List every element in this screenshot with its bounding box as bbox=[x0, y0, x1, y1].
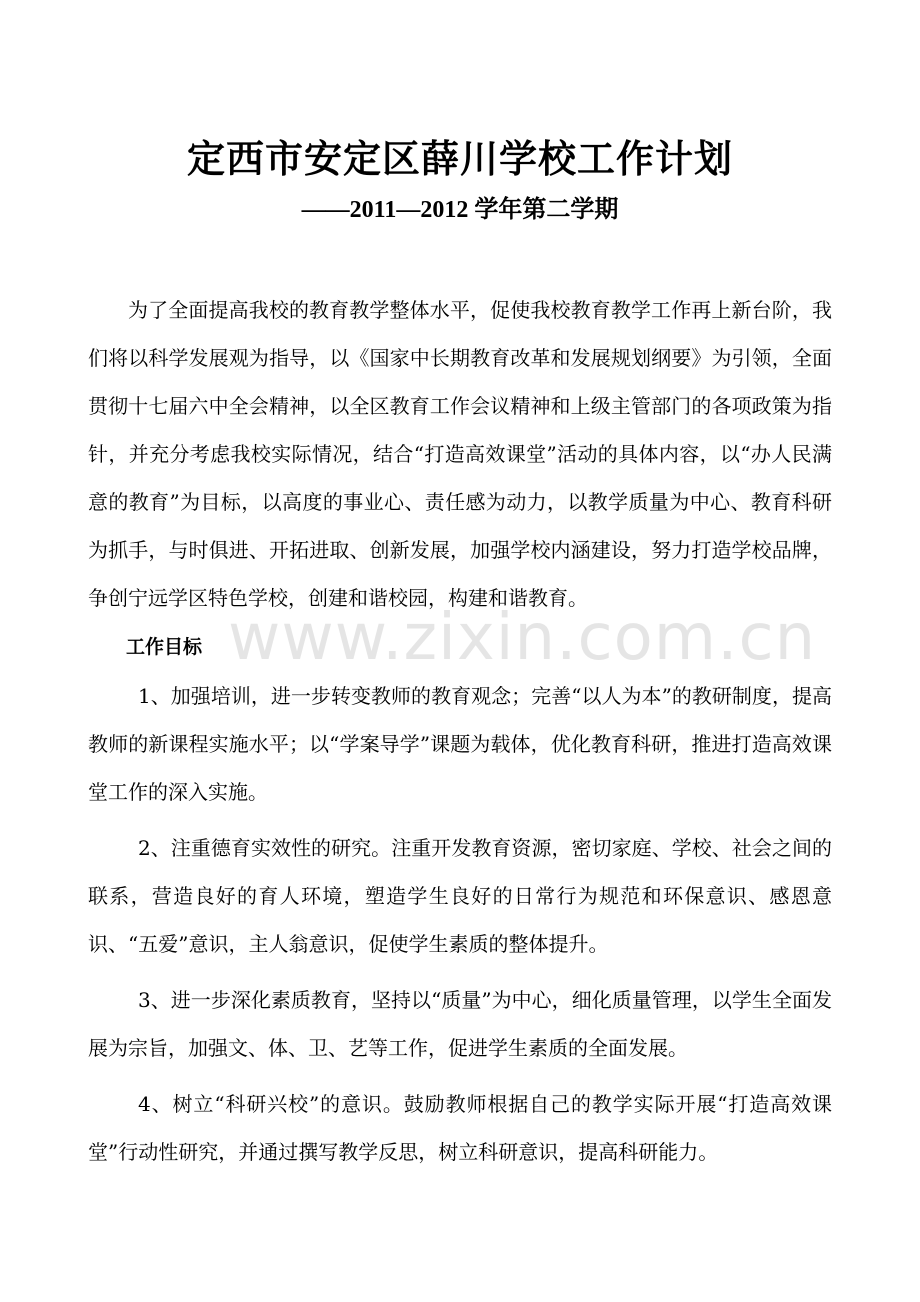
goal-item-3: 3、进一步深化素质教育，坚持以“质量”为中心，细化质量管理，以学生全面发展为宗旨，加强文、体、卫、艺等工作，促进学生素质的全面发展。 bbox=[88, 988, 832, 1060]
document-body bbox=[88, 286, 832, 1176]
goal-item-2: 2、注重德育实效性的研究。注重开发教育资源，密切家庭、学校、社会之间的联系，营造良好的育人环境，塑造学生良好的日常行为规范和环保意识、感恩意识、“五爱”意识，主人翁意识，促使学生素质的整体提升。 bbox=[88, 836, 832, 956]
goal-item-1: 1、加强培训，进一步转变教师的教育观念；完善“以人为本”的教研制度，提高教师的新课程实施水平；以“学案导学”课题为载体，优化教育科研，推进打造高效课堂工作的深入实施。 bbox=[88, 684, 832, 804]
watermark: www.zixin.com.cn bbox=[228, 601, 817, 675]
goals-heading: 工作目标 bbox=[126, 636, 203, 658]
document-subtitle: ——2011—2012 学年第二学期 bbox=[301, 197, 619, 223]
goal-item-4: 4、树立“科研兴校”的意识。鼓励教师根据自己的教学实际开展“打造高效课堂”行动性研究，并通过撰写教学反思，树立科研意识，提高科研能力。 bbox=[88, 1092, 832, 1164]
document-title: 定西市安定区薛川学校工作计划 bbox=[186, 137, 733, 181]
intro-paragraph: 为了全面提高我校的教育教学整体水平，促使我校教育教学工作再上新台阶，我们将以科学发展观为指导，以《国家中长期教育改革和发展规划纲要》为引领，全面贯彻十七届六中全会精神，以全区教育工作会议精神和上级主管部门的各项政策为指针，并充分考虑我校实际情况，结合“打造高效课堂”活动的具体内容，以“办人民满意的教育”为目标，以高度的事业心、责任感为动力，以教学质量为中心、教育科研为抓手，与时俱进、开拓进取、创新发展，加强学校内涵建设，努力打造学校品牌，争创宁远学区特色学校，创建和谐校园，构建和谐教育。 bbox=[88, 298, 832, 610]
